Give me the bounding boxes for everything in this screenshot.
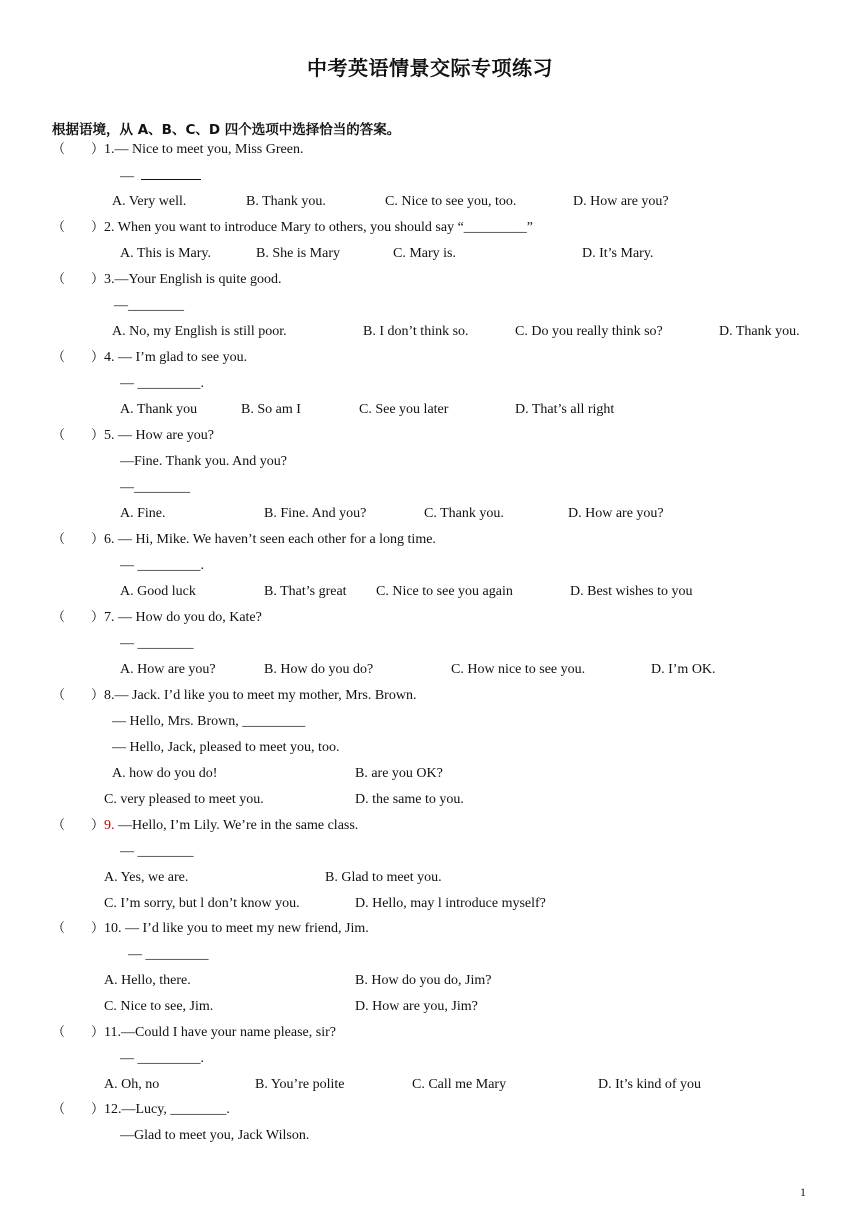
q10-option-b: B. How do you do, Jim? bbox=[355, 973, 492, 988]
q7-option-b: B. How do you do? bbox=[264, 662, 374, 677]
q4-option-a: A. Thank you bbox=[120, 402, 198, 417]
q2-stem: 2. When you want to introduce Mary to others, you should say “_________” bbox=[104, 220, 534, 235]
answer-paren: （ ） bbox=[52, 610, 105, 625]
q5-stem: 5. — How are you? bbox=[104, 428, 215, 443]
q4-reply: — _________. bbox=[120, 376, 204, 391]
q12-stem: 12.—Lucy, ________. bbox=[104, 1102, 230, 1117]
answer-paren: （ ） bbox=[52, 142, 105, 157]
q11-option-a: A. Oh, no bbox=[104, 1077, 160, 1092]
q7-stem: 7. — How do you do, Kate? bbox=[104, 610, 262, 625]
q6-option-d: D. Best wishes to you bbox=[570, 584, 693, 599]
answer-paren: （ ） bbox=[52, 1025, 105, 1040]
q8-option-a: A. how do you do! bbox=[112, 766, 218, 781]
q12-reply: —Glad to meet you, Jack Wilson. bbox=[120, 1128, 310, 1143]
q2-option-b: B. She is Mary bbox=[256, 246, 340, 261]
q2-option-d: D. It’s Mary. bbox=[582, 246, 654, 261]
q5-option-a: A. Fine. bbox=[120, 506, 166, 521]
answer-paren: （ ） bbox=[52, 350, 105, 365]
q7-reply: — ________ bbox=[120, 636, 194, 651]
q7-option-a: A. How are you? bbox=[120, 662, 216, 677]
q9-reply: — ________ bbox=[120, 844, 194, 859]
q6-option-b: B. That’s great bbox=[264, 584, 347, 599]
answer-paren: （ ） bbox=[52, 532, 105, 547]
q8-stem: 8.— Jack. I’d like you to meet my mother, Mrs. Brown. bbox=[104, 688, 417, 703]
answer-paren: （ ） bbox=[52, 1102, 105, 1117]
q11-reply: — _________. bbox=[120, 1051, 204, 1066]
q7-option-c: C. How nice to see you. bbox=[451, 662, 586, 677]
q10-option-c: C. Nice to see, Jim. bbox=[104, 999, 214, 1014]
q8-option-d: D. the same to you. bbox=[355, 792, 464, 807]
q6-stem: 6. — Hi, Mike. We haven’t seen each other for a long time. bbox=[104, 532, 436, 547]
page-number: 1 bbox=[800, 1185, 806, 1199]
q11-stem: 11.—Could I have your name please, sir? bbox=[104, 1025, 336, 1040]
q1-option-a: A. Very well. bbox=[112, 194, 187, 209]
q7-option-d: D. I’m OK. bbox=[651, 662, 716, 677]
q10-option-d: D. How are you, Jim? bbox=[355, 999, 478, 1014]
q1-option-d: D. How are you? bbox=[573, 194, 669, 209]
q5-option-b: B. Fine. And you? bbox=[264, 506, 367, 521]
q8-reply-1: — Hello, Mrs. Brown, _________ bbox=[112, 714, 306, 729]
answer-paren: （ ） bbox=[52, 428, 105, 443]
q8-option-c: C. very pleased to meet you. bbox=[104, 792, 264, 807]
q10-option-a: A. Hello, there. bbox=[104, 973, 191, 988]
q9-option-a: A. Yes, we are. bbox=[104, 870, 189, 885]
q8-reply-2: — Hello, Jack, pleased to meet you, too. bbox=[112, 740, 340, 755]
q11-option-b: B. You’re polite bbox=[255, 1077, 345, 1092]
answer-paren: （ ） bbox=[52, 818, 105, 833]
q5-reply-1: —Fine. Thank you. And you? bbox=[120, 454, 287, 469]
instructions: 根据语境，从 A、B、C、D 四个选项中选择恰当的答案。 bbox=[52, 122, 401, 138]
q6-reply: — _________. bbox=[120, 558, 204, 573]
q3-option-d: D. Thank you. bbox=[719, 324, 800, 339]
q10-stem: 10. — I’d like you to meet my new friend, Jim. bbox=[104, 921, 369, 936]
q9-option-b: B. Glad to meet you. bbox=[325, 870, 442, 885]
q9-number: 9. bbox=[104, 818, 115, 833]
q6-option-a: A. Good luck bbox=[120, 584, 196, 599]
q3-stem: 3.—Your English is quite good. bbox=[104, 272, 282, 287]
q9-option-d: D. Hello, may l introduce myself? bbox=[355, 896, 546, 911]
q9-option-c: C. I’m sorry, but l don’t know you. bbox=[104, 896, 300, 911]
q1-option-c: C. Nice to see you, too. bbox=[385, 194, 517, 209]
q5-option-c: C. Thank you. bbox=[424, 506, 504, 521]
answer-paren: （ ） bbox=[52, 688, 105, 703]
answer-paren: （ ） bbox=[52, 220, 105, 235]
q4-option-c: C. See you later bbox=[359, 402, 449, 417]
q4-stem: 4. — I’m glad to see you. bbox=[104, 350, 248, 365]
answer-paren: （ ） bbox=[52, 921, 105, 936]
q6-option-c: C. Nice to see you again bbox=[376, 584, 513, 599]
q1-stem: 1.— Nice to meet you, Miss Green. bbox=[104, 142, 304, 157]
q11-option-d: D. It’s kind of you bbox=[598, 1077, 702, 1092]
q4-option-b: B. So am I bbox=[241, 402, 301, 417]
q2-option-c: C. Mary is. bbox=[393, 246, 456, 261]
q3-reply: —________ bbox=[114, 298, 184, 313]
page-title: 中考英语情景交际专项练习 bbox=[307, 56, 553, 80]
q2-option-a: A. This is Mary. bbox=[120, 246, 211, 261]
q8-option-b: B. are you OK? bbox=[355, 766, 443, 781]
q10-reply: — _________ bbox=[128, 947, 209, 962]
q1-option-b: B. Thank you. bbox=[246, 194, 326, 209]
q5-option-d: D. How are you? bbox=[568, 506, 664, 521]
q1-reply: — bbox=[120, 167, 201, 186]
q3-option-a: A. No, my English is still poor. bbox=[112, 324, 287, 339]
q11-option-c: C. Call me Mary bbox=[412, 1077, 507, 1092]
answer-paren: （ ） bbox=[52, 272, 105, 287]
q9-stem: 9. —Hello, I’m Lily. We’re in the same class. bbox=[104, 818, 359, 833]
q3-option-b: B. I don’t think so. bbox=[363, 324, 469, 339]
q4-option-d: D. That’s all right bbox=[515, 402, 615, 417]
q3-option-c: C. Do you really think so? bbox=[515, 324, 663, 339]
q5-reply-2: —________ bbox=[120, 480, 190, 495]
